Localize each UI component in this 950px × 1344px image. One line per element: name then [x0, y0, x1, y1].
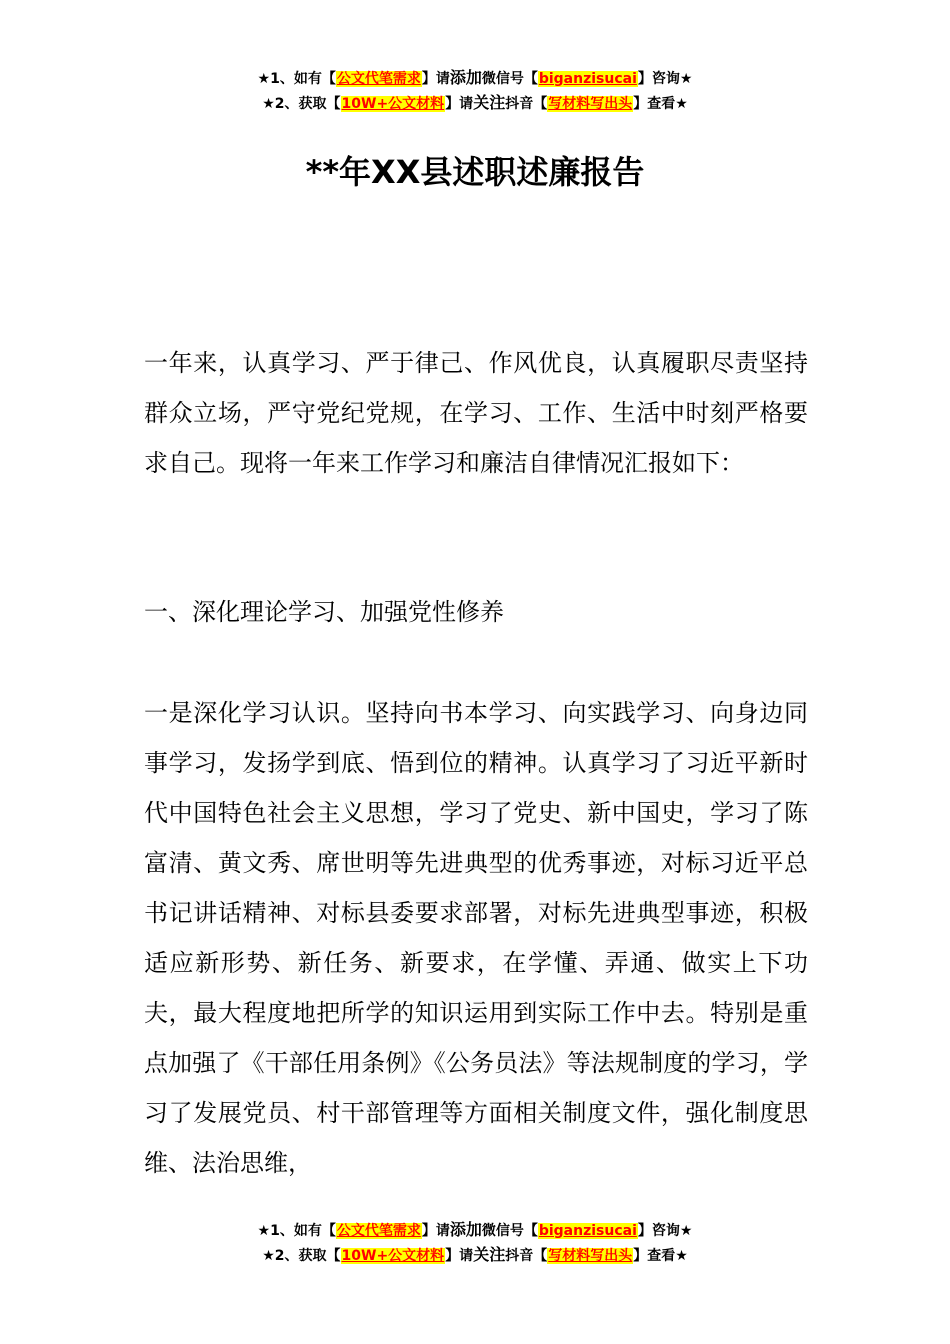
footer-highlight-wechat-id: biganzisucai [538, 1223, 637, 1239]
intro-text: 一年来，认真学习、严于律己、作风优良，认真履职尽责坚持群众立场，严守党纪党规，在学习、工作、生活中时刻严格要求自己。现将一年来工作学习和廉洁自律情况汇报如下： [144, 349, 808, 477]
footer-banner [0, 1218, 950, 1268]
header-banner [0, 66, 950, 116]
header-highlight-materials: 10W+公文材料 [341, 96, 445, 112]
footer-highlight-douyin: 写材料写出头 [548, 1248, 633, 1264]
header-highlight-service: 公文代笔需求 [336, 71, 421, 87]
header-banner-line-2: ★2、获取【10W+公文材料】请关注抖音【写材料写出头】查看★ [262, 93, 688, 112]
section-1-heading: 一、深化理论学习、加强党性修养 [144, 598, 504, 626]
section-heading [144, 587, 808, 637]
header-banner-line-1: ★1、如有【公文代笔需求】请添加微信号【biganzisucai】咨询★ [257, 68, 693, 87]
document-title: **年XX县述职述廉报告 [305, 153, 645, 191]
section-paragraph [144, 688, 808, 1188]
footer-banner-line-2: ★2、获取【10W+公文材料】请关注抖音【写材料写出头】查看★ [262, 1245, 688, 1264]
header-highlight-douyin: 写材料写出头 [548, 96, 633, 112]
footer-highlight-service: 公文代笔需求 [336, 1223, 421, 1239]
header-highlight-wechat-id: biganzisucai [538, 71, 637, 87]
section-1-paragraph-1: 一是深化学习认识。坚持向书本学习、向实践学习、向身边同事学习，发扬学到底、悟到位的精神。认真学习了习近平新时代中国特色社会主义思想，学习了党史、新中国史，学习了陈富清、黄文秀、席世明等先进典型的优秀事迹，对标习近平总书记讲话精神、对标县委要求部署，对标先进典型事迹，积极适应新形势、新任务、新要求，在学懂、弄通、做实上下功夫，最大程度地把所学的知识运用到实际工作中去。特别是重点加强了《干部任用条例》《公务员法》等法规制度的学习，学习了发展党员、村干部管理等方面相关制度文件，强化制度思维、法治思维， [144, 699, 808, 1177]
footer-highlight-materials: 10W+公文材料 [341, 1248, 445, 1264]
footer-banner-line-1: ★1、如有【公文代笔需求】请添加微信号【biganzisucai】咨询★ [257, 1220, 693, 1239]
intro-paragraph [144, 338, 808, 488]
